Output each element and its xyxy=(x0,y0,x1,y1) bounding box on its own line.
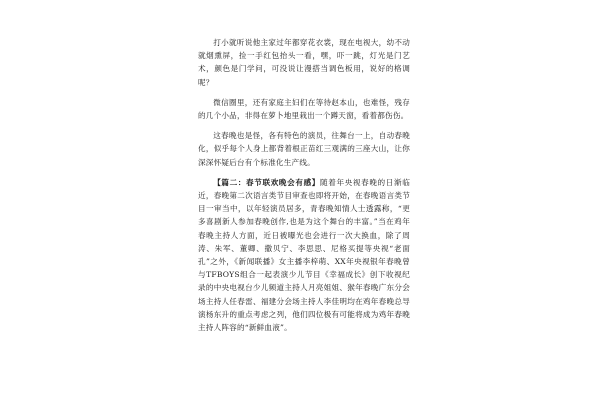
paragraph-2: 微信圈里，还有家庭主妇们在等待赵本山，也难怪，残存的几个小品，非得在萝卜地里栽出一个蹲天窗，看着都伤伤。 xyxy=(198,97,410,121)
paragraph-4 xyxy=(198,176,410,334)
section-heading: 【篇二：春节联欢晚会有感】 xyxy=(213,177,321,187)
paragraph-4-body: 随着年央视春晚的日渐临近，春晚第二次语言类节目审查也即将开始，在春晚语言类节目一审当中，以年轻演员居多，青春晚知情人士透露称，“更多喜剧新人参加春晚创作,也是为这个舞台的丰富。”当在鸡年春晚主持人方面，近日被曝光也会进行一次大换血，除了周涛、朱军、董卿、撒贝宁、李思思、尼格买提等央视“老面孔”之外，《新闻联播》女主播李梓萌、XX年央视银年春晚曾与TFBOYS组合一起表演少儿节目《幸福成长》创下收视纪录的中央电视台少儿频道主持人月亮姐姐、猴年春晚广东分会场主持人任春雷、福建分会场主持人李佳明均在鸡年春晚总导演杨东升的重点考虑之列，他们四位极有可能将成为鸡年春晚主持人阵容的“新鲜血液”。 xyxy=(198,177,410,333)
document-page xyxy=(198,36,410,341)
paragraph-3: 这春晚也是怪，各有特色的演员，往舞台一上，自动春晚化，似乎每个人身上都背着根正苗红三观满的三座大山，让你深深怀疑后台有个标准化生产线。 xyxy=(198,131,410,167)
paragraph-1: 打小就听说他主家过年都穿花衣裳，现在电视大，幼不动就烟熏屏，捡一手红包抬头一看，嘿，吓一跳，灯光是门艺术，颜色是门学问，可没说让漫搭当调色板用，说好的格调呢？ xyxy=(198,38,410,87)
